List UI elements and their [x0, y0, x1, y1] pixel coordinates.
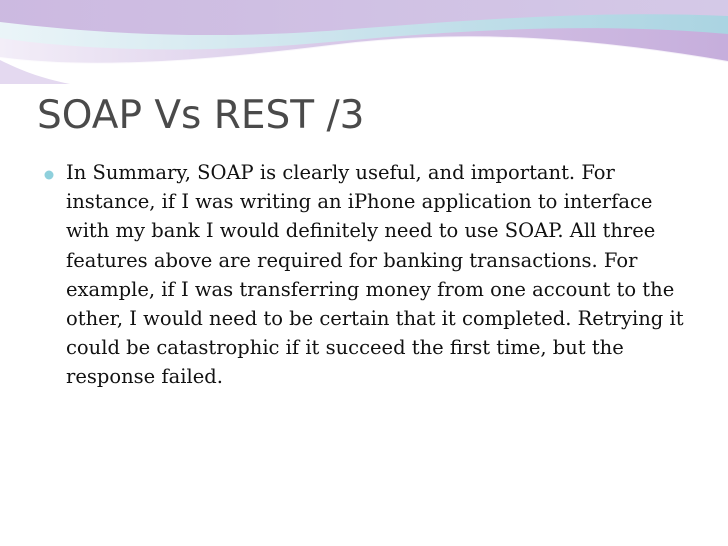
slide-title: SOAP Vs REST /3 [37, 93, 365, 138]
bullet-text: In Summary, SOAP is clearly useful, and important. For instance, if I was writing an iPhone application to interface with my bank I would definitely need to use SOAP. All three features above are required for banking transactions. For example, if I was transferring money from one account to the other, I would need to be certain that it completed. Retrying it could be catastrophic if it succeed the first time, but the response failed. [66, 161, 684, 389]
decorative-wave-band [0, 0, 728, 90]
bullet-item [44, 158, 690, 392]
round-bullet-icon [44, 170, 54, 180]
